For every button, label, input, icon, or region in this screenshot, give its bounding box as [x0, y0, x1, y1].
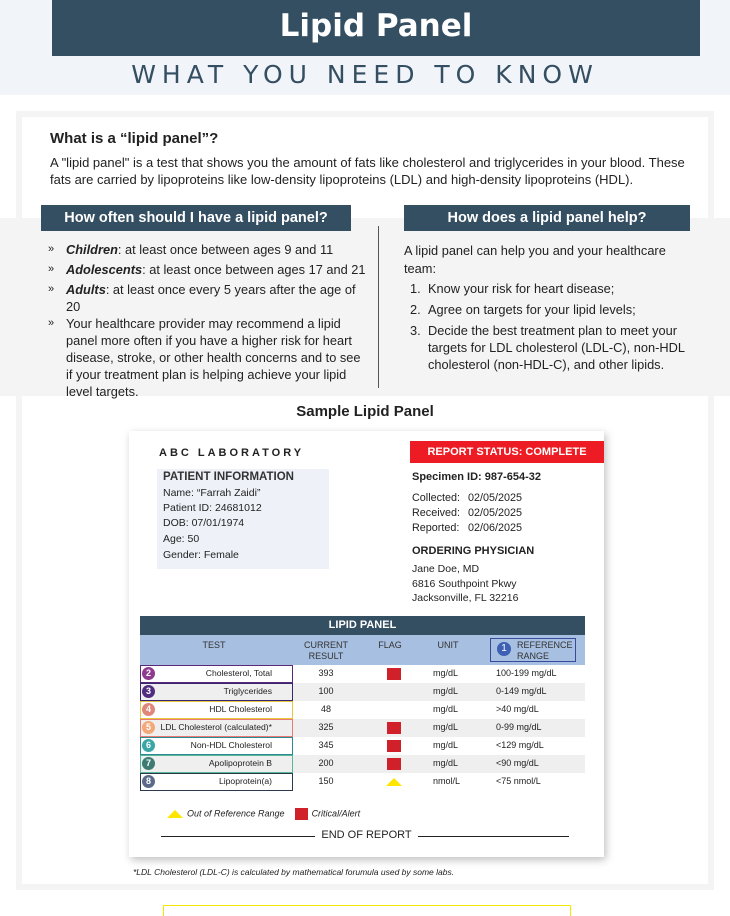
bullet-icon: »: [48, 317, 55, 329]
critical-flag-icon: [387, 668, 401, 680]
date-label: Reported:: [412, 522, 460, 534]
critical-flag-icon: [387, 722, 401, 734]
item-text: : at least once between ages 17 and 21: [142, 262, 366, 277]
number-one-icon: 1: [497, 642, 511, 656]
result-value: 150: [318, 776, 334, 786]
list-item: [48, 281, 370, 315]
triangle-icon: [167, 810, 183, 818]
table-row: [140, 755, 585, 773]
unit: mg/dL: [433, 668, 459, 678]
reference-range: >40 mg/dL: [496, 704, 539, 714]
item-text: Your healthcare provider may recommend a lipid panel more often if you have a higher risk for heart disease, stroke, or other health concerns and to see if your treatment plan is helping achieve your lipid level targets.: [66, 316, 361, 399]
result-value: 48: [320, 704, 331, 714]
how-helps-list: [410, 280, 695, 377]
page-title: Lipid Panel: [52, 0, 700, 56]
item-label: Children: [66, 242, 118, 257]
item-text: Know your risk for heart disease;: [428, 281, 615, 296]
patient-info: [157, 469, 329, 569]
bullet-icon: »: [48, 243, 55, 255]
status-badge: REPORT STATUS: COMPLETE: [410, 441, 604, 463]
table-row: [140, 719, 585, 737]
table-row: [140, 701, 585, 719]
item-label: Adolescents: [66, 262, 143, 277]
red-square-icon: [295, 808, 308, 820]
footnote: *LDL Cholesterol (LDL-C) is calculated by mathematical forumula used by some labs.: [133, 867, 455, 877]
date-value: 02/05/2025: [468, 507, 523, 519]
table-row: [140, 773, 585, 791]
list-item: [48, 315, 370, 400]
test-name: HDL Cholesterol: [209, 704, 272, 714]
page-subtitle: WHAT YOU NEED TO KNOW: [131, 60, 599, 89]
result-value: 345: [318, 740, 334, 750]
col-unit: UNIT: [437, 640, 459, 650]
legend-out-of-range: Out of Reference Range: [187, 808, 285, 819]
lab-name: ABC LABORATORY: [159, 447, 305, 459]
how-often-heading: How often should I have a lipid panel?: [41, 205, 351, 231]
test-cell: [140, 737, 293, 755]
number-badge-icon: 7: [142, 757, 155, 770]
test-cell: [140, 683, 293, 701]
number-badge-icon: 5: [142, 721, 155, 734]
number-badge-icon: 4: [142, 703, 155, 716]
physician-address: 6816 Southpoint Pkwy: [412, 577, 517, 590]
patient-heading: PATIENT INFORMATION: [163, 471, 294, 483]
item-number: 2.: [410, 302, 421, 317]
unit: mg/dL: [433, 704, 459, 714]
test-name: LDL Cholesterol (calculated)*: [160, 722, 272, 732]
list-item: [48, 261, 370, 278]
reference-range: <90 mg/dL: [496, 758, 539, 768]
date-label: Collected:: [412, 492, 461, 504]
critical-flag-icon: [387, 740, 401, 752]
item-number: 1.: [410, 281, 421, 296]
test-cell: [140, 665, 293, 683]
legend-critical: Critical/Alert: [311, 808, 361, 819]
physician-info: [412, 562, 518, 606]
test-cell: [140, 773, 293, 791]
col-reference: [490, 638, 576, 662]
test-cell: [140, 719, 293, 737]
dates: [412, 491, 522, 536]
table-row: [140, 683, 585, 701]
callout-box: [163, 905, 571, 916]
how-helps-heading: How does a lipid panel help?: [404, 205, 690, 231]
result-value: 200: [318, 758, 334, 768]
number-badge-icon: 6: [142, 739, 155, 752]
test-cell: [140, 755, 293, 773]
number-badge-icon: 2: [142, 667, 155, 680]
item-label: Adults: [66, 282, 106, 297]
intro-question: What is a “lipid panel”?: [50, 130, 219, 147]
reference-range: 0-99 mg/dL: [496, 722, 542, 732]
how-often-list: [48, 241, 370, 403]
reference-range: <129 mg/dL: [496, 740, 544, 750]
item-text: Decide the best treatment plan to meet your targets for LDL cholesterol (LDL-C), non-HDL cholesterol (non-HDL-C), and other lipids.: [428, 323, 685, 372]
date-label: Received:: [412, 507, 461, 519]
test-name: Lipoprotein(a): [218, 776, 272, 786]
specimen-id: Specimen ID: 987-654-32: [412, 471, 542, 483]
reference-range: 100-199 mg/dL: [496, 668, 557, 678]
result-value: 100: [318, 686, 334, 696]
physician-name: Jane Doe, MD: [412, 563, 480, 575]
list-item: [410, 280, 695, 297]
item-text: : at least once every 5 years after the age of 20: [66, 282, 356, 314]
table-header: [140, 635, 585, 665]
bullet-icon: »: [48, 283, 55, 295]
patient-name: Name: “Farrah Zaidi”: [163, 487, 261, 499]
date-row: [412, 521, 522, 536]
unit: mg/dL: [433, 740, 459, 750]
list-item: [410, 322, 695, 373]
how-helps-intro: A lipid panel can help you and your healthcare team:: [404, 243, 666, 276]
table-row: [140, 665, 585, 683]
item-text: : at least once between ages 9 and 11: [117, 242, 334, 257]
item-text: Agree on targets for your lipid levels;: [428, 302, 636, 317]
number-badge-icon: 8: [142, 775, 155, 788]
column-divider: [378, 226, 379, 388]
intro-text: A "lipid panel" is a test that shows you the amount of fats like cholesterol and triglycerides in your blood. These fats are carried by lipoproteins like low-density lipoproteins (LDL) and high-density lipoproteins (HDL).: [50, 155, 685, 187]
patient-age: Age: 50: [163, 533, 200, 545]
lipid-panel-heading: LIPID PANEL: [140, 616, 585, 635]
physician-heading: ORDERING PHYSICIAN: [412, 545, 535, 557]
list-item: [48, 241, 370, 258]
out-of-range-flag-icon: [386, 778, 402, 786]
reference-range: 0-149 mg/dL: [496, 686, 547, 696]
patient-dob: DOB: 07/01/1974: [163, 517, 245, 529]
date-row: [412, 506, 522, 521]
sample-report: [129, 431, 604, 857]
table-row: [140, 737, 585, 755]
item-number: 3.: [410, 323, 421, 338]
end-text: END OF REPORT: [315, 829, 417, 841]
legend: [167, 808, 360, 820]
list-item: [410, 301, 695, 318]
test-name: Triglycerides: [223, 686, 272, 696]
test-name: Non-HDL Cholesterol: [190, 740, 272, 750]
physician-city: Jacksonville, FL 32216: [412, 592, 519, 604]
result-value: 393: [318, 668, 334, 678]
reference-range: <75 nmol/L: [496, 776, 541, 786]
test-name: Apolipoprotein B: [208, 758, 272, 768]
critical-flag-icon: [387, 758, 401, 770]
sample-title: Sample Lipid Panel: [296, 403, 434, 420]
col-test: TEST: [202, 640, 226, 650]
unit: mg/dL: [433, 722, 459, 732]
patient-id: Patient ID: 24681012: [163, 502, 262, 514]
col-result: CURRENT RESULT: [304, 640, 348, 661]
unit: mg/dL: [433, 686, 459, 696]
date-value: 02/06/2025: [468, 522, 523, 534]
test-name: Cholesterol, Total: [205, 668, 272, 678]
number-badge-icon: 3: [142, 685, 155, 698]
bullet-icon: »: [48, 263, 55, 275]
reference-label: REFERENCE RANGE: [517, 640, 573, 661]
col-flag: FLAG: [378, 640, 402, 650]
result-value: 325: [318, 722, 334, 732]
end-of-report: [129, 829, 604, 841]
test-cell: [140, 701, 293, 719]
unit: mg/dL: [433, 758, 459, 768]
date-row: [412, 491, 522, 506]
date-value: 02/05/2025: [468, 492, 523, 504]
unit: nmol/L: [433, 776, 461, 786]
patient-gender: Gender: Female: [163, 549, 239, 561]
